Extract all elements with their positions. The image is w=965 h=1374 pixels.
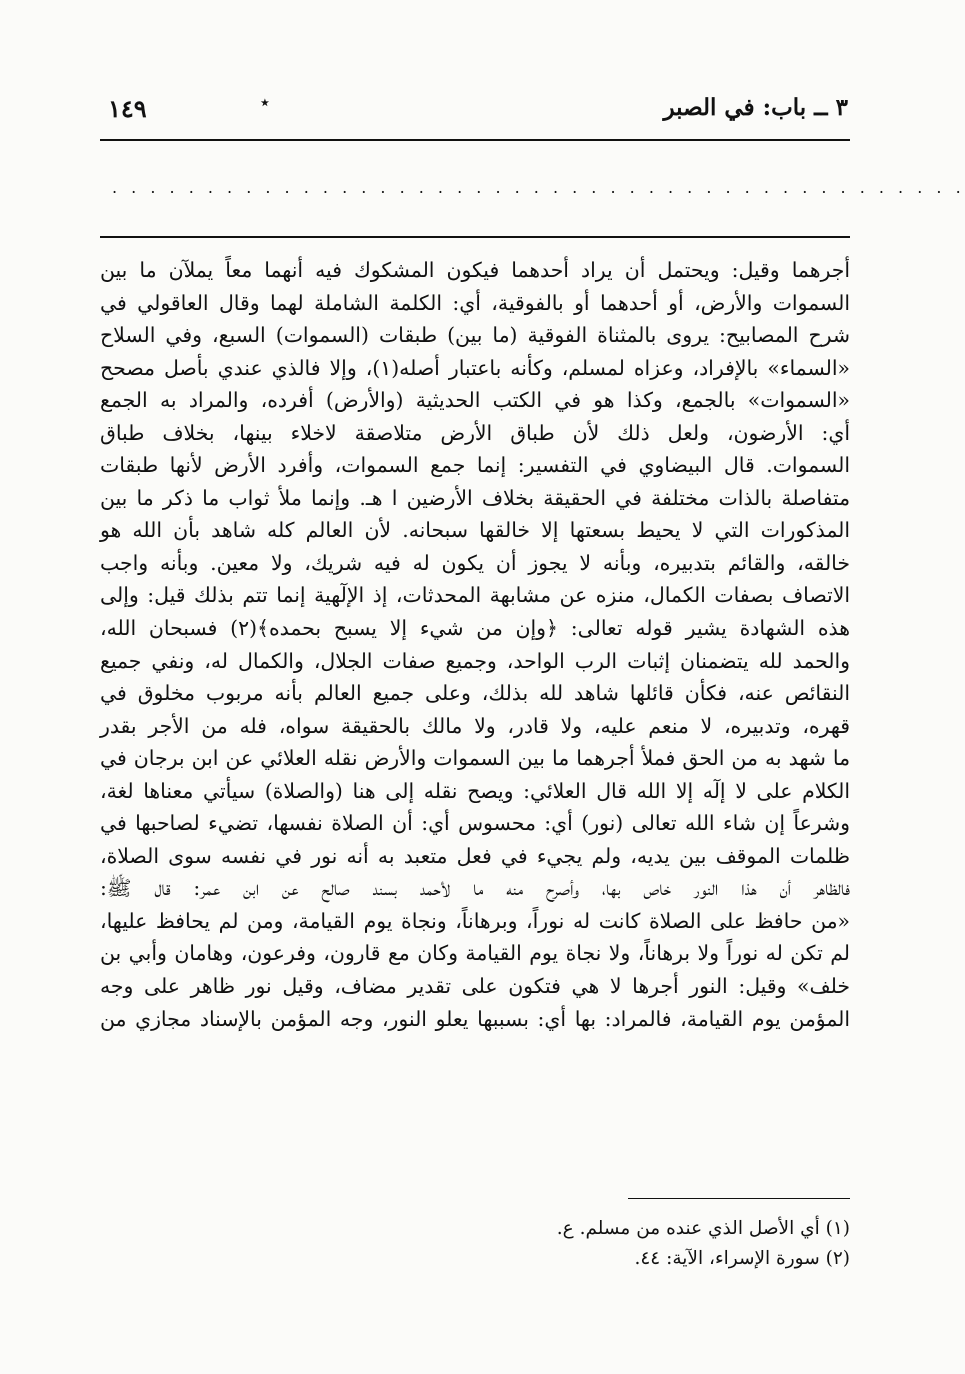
chapter-title: ٣ ــ باب: في الصبر	[663, 94, 848, 121]
body-line: لم تكن له نوراً ولا برهاناً، ولا نجاة يوم القيامة وكان مع قارون، وفرعون، وهامان وأبي بن	[100, 941, 850, 966]
body-line: النقائص عنه، فكأن قائلها شاهد لله بذلك، وعلى جميع العالم بأنه مربوب مخلوق في	[100, 681, 850, 706]
page-header	[100, 92, 850, 132]
footnote-1: (١) أي الأصل الذي عنده من مسلم. ع.	[556, 1218, 850, 1239]
body-line: الكلام على لا إلٓه إلا الله قال العلائي: ويصح نقله إلى هنا (والصلاة) سيأتي معناها لغة،	[100, 778, 850, 803]
body-line: شرح المصابيح: يروى بالمثناة الفوقية (ما بين) طبقات (السموات) السبع، وفي السلاح	[100, 323, 850, 348]
body-line: فالظاهر أن هذا النور خاص بها، وأصرح منه ما لأحمد بسند صالح عن ابن عمر: قال ﷺ:	[100, 876, 850, 901]
footnotes	[250, 1214, 850, 1274]
ellipsis-separator: . . . . . . . . . . . . . . . . . . . . . . . . . . . . . . . . . . . . . . . . . . . . .	[112, 178, 965, 197]
body-line: الاتصاف بصفات الكمال، منزه عن مشابهة المحدثات، إذ الإلٓهية إنما تتم بذلك قيل: وإلى	[100, 583, 850, 608]
header-mark: ٭	[260, 92, 270, 113]
body-line: خالقه، والقائم بتدبيره، وبأنه لا يجوز أن يكون له فيه شريك، ولا معين. وبأنه واجب	[100, 550, 850, 575]
body-line: خلف» وقيل: النور أجرها لا هي فتكون على تقدير مضاف، وقيل نور ظاهر على وجه	[100, 974, 850, 999]
footnote-rule	[628, 1198, 850, 1199]
body-line: والحمد لله يتضمنان إثبات الرب الواحد، وجميع صفات الجلال، والكمال له، ونفي جميع	[100, 648, 850, 673]
body-text	[100, 254, 850, 1035]
body-line: السموات. قال البيضاوي في التفسير: إنما جمع السموات، وأفرد الأرض لأنها طبقات	[100, 453, 850, 478]
body-line: «من حافظ على الصلاة كانت له نوراً، وبرهاناً، ونجاة يوم القيامة، ومن لم يحافظ عليها،	[100, 908, 850, 933]
body-line: متفاصلة بالذات مختلفة في الحقيقة بخلاف الأرضين ا هـ. وإنما ملأ ثواب ما ذكر ما بين	[100, 485, 850, 510]
body-line: ظلمات الموقف بين يديه، ولم يجيء في فعل متعبد به أنه نور في نفسه سوى الصلاة،	[100, 843, 850, 868]
page-number: ١٤٩	[108, 94, 147, 123]
body-line: «السموات» بالجمع، وكذا هو في الكتب الحديثية (والأرض) أفرده، والمراد به الجمع	[100, 388, 850, 413]
body-line: وشرعاً إن شاء الله تعالى (نور) أي: محسوس أي: أن الصلاة نفسها، تضيء لصاحبها في	[100, 811, 850, 836]
body-line: «السماء» بالإفراد، وعزاه لمسلم، وكأنه باعتبار أصله(١)، وإلا فالذي عندي بأصل مصحح	[100, 355, 850, 380]
body-line: السموات والأرض، أو أحدهما أو بالفوقية، أي: الكلمة الشاملة لهما وقال العاقولي في	[100, 290, 850, 315]
body-line: المذكورات التي لا يحيط بسعتها إلا خالقها سبحانه. لأن العالم كله شاهد بأن الله هو	[100, 518, 850, 543]
body-line: ما شهد به من الحق فملأ أجرهما ما بين السموات والأرض نقله العلائي عن ابن برجان في	[100, 746, 850, 771]
section-rule	[100, 236, 850, 238]
body-line: أي: الأرضون، ولعل ذلك لأن طباق الأرض متلاصقة لاخلاء بينها، بخلاف طباق	[100, 420, 850, 445]
header-rule	[100, 139, 850, 141]
body-line: أجرهما وقيل: ويحتمل أن يراد أحدهما فيكون المشكوك فيه أنهما معاً يملآن ما بين	[100, 258, 850, 282]
body-line: قهره، وتدبيره، لا منعم عليه، ولا قادر، ولا مالك بالحقيقة سواه، فله من الأجر بقدر	[100, 713, 850, 738]
footnote-2: (٢) سورة الإسراء، الآية: ٤٤.	[634, 1248, 850, 1269]
body-line: المؤمن يوم القيامة، فالمراد: بها أي: بسببها يعلو النور، وجه المؤمن بالإسناد مجازي من	[100, 1006, 850, 1031]
body-line: هذه الشهادة يشير قوله تعالى: ﴿وإن من شيء إلا يسبح بحمده﴾(٢) فسبحان الله،	[100, 616, 850, 641]
